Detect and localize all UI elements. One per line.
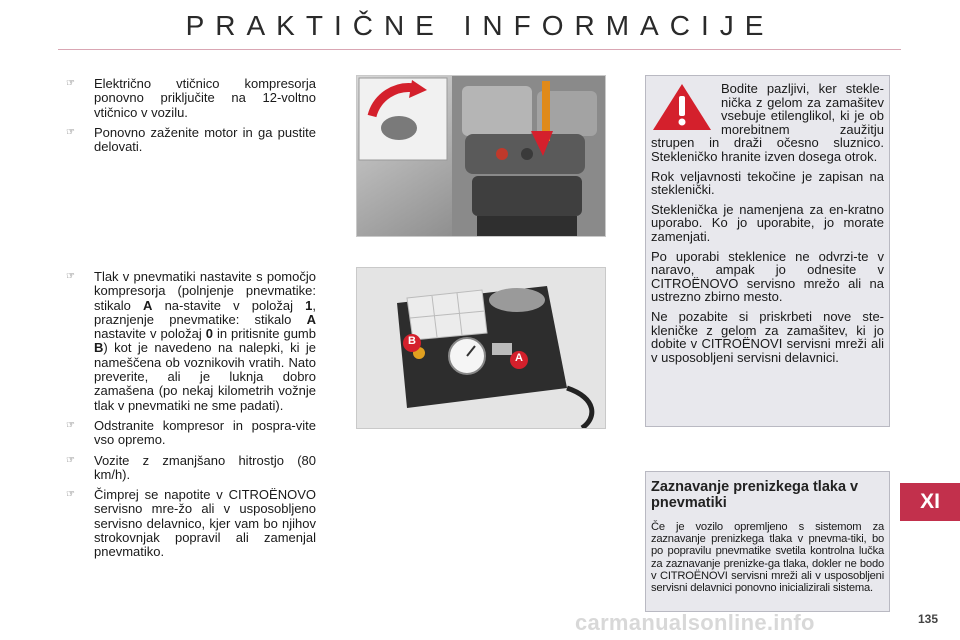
list-item: ☞ Tlak v pnevmatiki nastavite s pomočjo kompresorja (polnjenje pnevmatike: stikalo A na-stavite v položaj 1, praznjenje pnevmatike: stikalo A nastavite v položaj 0 in pritisnite gumb B) kot je navedeno na nalepki, ki je nameščena ob voznikovih vratih. Nato preverite, ali je luknja dobro zamašena (po nekaj kilometrih vožnje tlak v pnevmatiki ne sme padati). xyxy=(66,269,316,413)
info-box xyxy=(645,471,890,612)
car-console-illustration xyxy=(357,76,605,236)
warning-text: Ne pozabite si priskrbeti nove ste-kleničke z gelom za zamašitev, ki jo dobite v CITROËNOVI servisni mreži ali v usposobljeni servisni delavnici. xyxy=(651,308,884,365)
switch-label-a: A xyxy=(515,352,523,364)
hand-pointer-icon: ☞ xyxy=(66,454,75,466)
hand-pointer-icon: ☞ xyxy=(66,489,75,501)
compressor-photo xyxy=(356,267,606,429)
hand-pointer-icon: ☞ xyxy=(66,419,75,431)
chapter-tab: XI xyxy=(900,483,960,521)
hand-pointer-icon: ☞ xyxy=(66,78,75,89)
list-item: ☞ Električno vtičnico kompresorja ponovno priključite na 12-voltno vtičnico v vozilu. xyxy=(66,76,316,120)
list-item: ☞ Ponovno zaženite motor in ga pustite delovati. xyxy=(66,124,316,155)
instructions-top xyxy=(66,77,316,160)
list-item: ☞ Čimprej se napotite v CITROËNOVO servisno mre-žo ali v usposobljeno servisno delavnico, kjer vam bo njihov strokovnjak popravil ali zamenjal pnevmatiko. xyxy=(66,487,316,560)
warning-text: Po uporabi steklenice ne odvrzi-te v naravo, ampak jo odnesite v CITROËNOVO servisno mrežo ali na ustrezno zbirno mesto. xyxy=(651,248,884,305)
warning-icon xyxy=(651,82,713,132)
hand-pointer-icon: ☞ xyxy=(66,126,75,138)
list-item: ☞ Odstranite kompresor in pospra-vite vso opremo. xyxy=(66,417,316,448)
title-divider xyxy=(58,49,901,50)
warning-box xyxy=(645,75,890,427)
hand-pointer-icon: ☞ xyxy=(66,271,75,282)
warning-text: Bodite pazljivi, ker stekle-nička z gelom za zamašitev vsebuje etilenglikol, ki je ob morebitnem zaužitju strupen in draži očesno sluznico. Stekleničko hranite izven dosega otrok. xyxy=(651,81,884,164)
list-item: ☞ Vozite z zmanjšano hitrostjo (80 km/h). xyxy=(66,452,316,482)
compressor-illustration xyxy=(357,268,605,428)
instructions-bottom xyxy=(66,270,316,566)
socket-photo xyxy=(356,75,606,237)
warning-text: Steklenička je namenjena za en-kratno uporabo. Ko jo uporabite, jo morate zamenjati. xyxy=(651,201,884,244)
page-title: PRAKTIČNE INFORMACIJE xyxy=(185,10,775,41)
warning-text: Rok veljavnosti tekočine je zapisan na steklenički. xyxy=(651,168,884,198)
switch-label-b: B xyxy=(408,335,416,347)
page-number: 135 xyxy=(918,612,939,626)
info-heading: Zaznavanje prenizkega tlaka v pnevmatiki xyxy=(651,479,859,511)
watermark: carmanualsonline.info xyxy=(575,610,815,635)
info-body: Če je vozilo opremljeno s sistemom za zaznavanje prenizkega tlaka v pnevma-tiki, bo po popravilu pnevmatike svetila kontrolna lučka za zaznavanje prenizke-ga tlaka, dokler ne bodo v CITROËNOVI servisni mreži ali v usposobljeni servisni delavnici ponovno inicializirali sistema. xyxy=(651,521,884,595)
